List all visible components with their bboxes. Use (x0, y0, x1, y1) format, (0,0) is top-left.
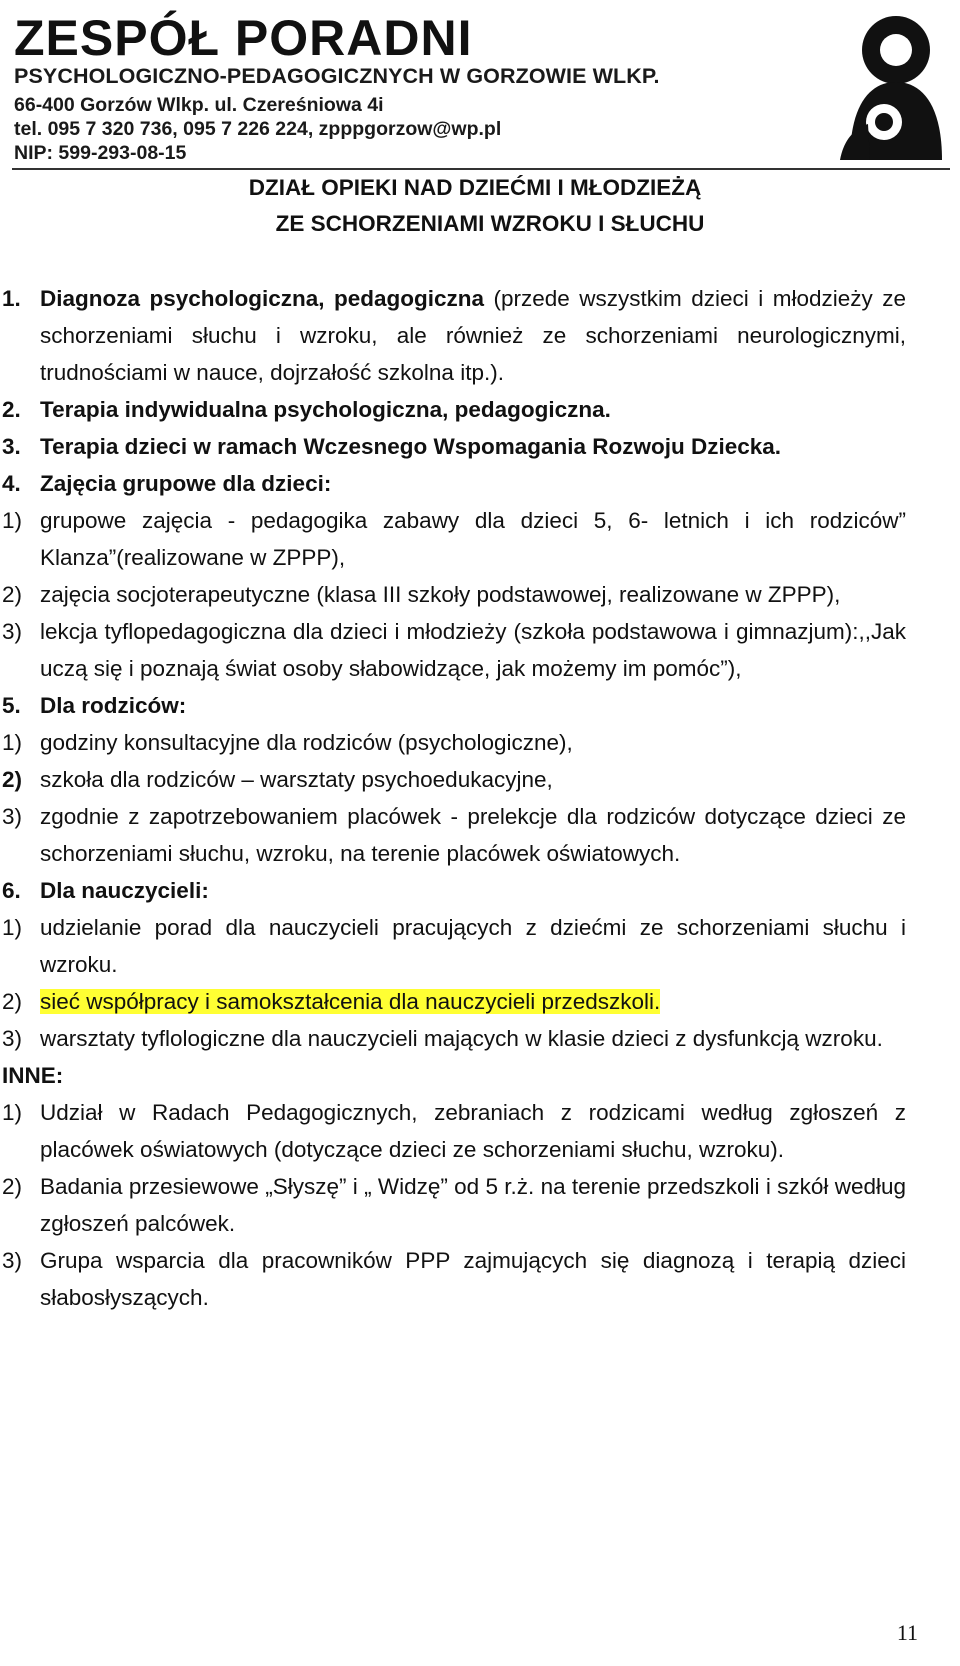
section-title-line2: ZE SCHORZENIAMI WZROKU I SŁUCHU (275, 211, 705, 236)
list-item-early-support (0, 428, 960, 465)
item-text: warsztaty tyflologiczne dla nauczycieli mających w klasie dzieci z dysfunkcją wzroku. (40, 1026, 883, 1051)
item-number: 2) (2, 1174, 23, 1199)
item-text: lekcja tyflopedagogiczna dla dzieci i młodzieży (szkoła podstawowa i gimnazjum):,,Jak uczą się i poznają świat osoby słabowidzące, jak możemy im pomóc”), (40, 619, 906, 681)
item-number: 3) (2, 804, 23, 829)
item-number: 1) (2, 730, 23, 755)
list-item-for-teachers (0, 872, 960, 909)
institution-name: ZESPÓŁ PORADNI (14, 10, 473, 66)
other-heading: INNE: (2, 1063, 64, 1088)
list-subitem (0, 1168, 960, 1242)
item-number: 4. (2, 471, 21, 496)
item-heading: Diagnoza psychologiczna, pedagogiczna (40, 286, 485, 311)
item-text: zajęcia socjoterapeutyczne (klasa III szkoły podstawowej, realizowane w ZPPP), (40, 582, 841, 607)
list-subitem (0, 1242, 960, 1316)
item-number: 1. (2, 286, 21, 311)
item-text: zgodnie z zapotrzebowaniem placówek - prelekcje dla rodziców dotyczące dzieci ze schorzeniami słuchu, wzroku, na terenie placówek oświatowych. (40, 804, 906, 866)
item-text: Badania przesiewowe „Słyszę” i „ Widzę” od 5 r.ż. na terenie przedszkoli i szkół według zgłoszeń palcówek. (40, 1174, 906, 1236)
item-text: udzielanie porad dla nauczycieli pracujących z dziećmi ze schorzeniami słuchu i wzroku. (40, 915, 906, 977)
list-subitem (0, 502, 960, 576)
item-text: Udział w Radach Pedagogicznych, zebraniach z rodzicami według zgłoszeń z placówek oświatowych (dotyczące dzieci ze schorzeniami słuchu, wzroku). (40, 1100, 906, 1162)
item-number: 3) (2, 1248, 23, 1273)
letterhead (10, 10, 950, 170)
item-text: Grupa wsparcia dla pracowników PPP zajmujących się diagnozą i terapią dzieci słabosłyszących. (40, 1248, 906, 1310)
item-number: 6. (2, 878, 21, 903)
item-number: 2) (2, 582, 23, 607)
item-text: godziny konsultacyjne dla rodziców (psychologiczne), (40, 730, 573, 755)
item-text: (przede wszystkim dzieci i młodzieży ze schorzeniami słuchu i wzroku, ale również ze schorzeniami neurologicznymi, trudnościami w nauce, dojrzałość szkolna itp.). (40, 286, 906, 385)
institution-address: 66-400 Gorzów Wlkp. ul. Czereśniowa 4i (14, 94, 384, 116)
institution-nip: NIP: 599-293-08-15 (14, 142, 187, 164)
institution-subtitle: PSYCHOLOGICZNO-PEDAGOGICZNYCH W GORZOWIE WLKP. (14, 64, 660, 88)
item-number: 1) (2, 508, 23, 533)
list-item-individual-therapy (0, 391, 960, 428)
document-body (0, 280, 960, 1316)
item-text: grupowe zajęcia - pedagogika zabawy dla dzieci 5, 6- letnich i ich rodziców” Klanza”(realizowane w ZPPP), (40, 508, 906, 570)
item-number: 2) (2, 767, 23, 792)
item-text: szkoła dla rodziców – warsztaty psychoedukacyjne, (40, 767, 553, 792)
item-number: 1) (2, 915, 23, 940)
list-subitem (0, 613, 960, 687)
item-number: 1) (2, 1100, 23, 1125)
page-number: 11 (896, 1620, 918, 1645)
item-number: 5. (2, 693, 21, 718)
list-item-for-parents (0, 687, 960, 724)
highlighted-text: sieć współpracy i samokształcenia dla nauczycieli przedszkoli. (40, 989, 661, 1014)
list-subitem (0, 1094, 960, 1168)
item-number: 3) (2, 1026, 23, 1051)
list-subitem (0, 909, 960, 983)
item-text: Zajęcia grupowe dla dzieci: (40, 471, 332, 496)
section-title-line1: DZIAŁ OPIEKI NAD DZIEĆMI I MŁODZIEŻĄ (248, 175, 702, 200)
list-subitem (0, 761, 960, 798)
item-number: 2. (2, 397, 21, 422)
list-item-group-classes (0, 465, 960, 502)
item-text: Dla rodziców: (40, 693, 187, 718)
list-item-diagnosis (0, 280, 960, 391)
item-text: Terapia indywidualna psychologiczna, pedagogiczna. (40, 397, 611, 422)
item-number: 2) (2, 989, 23, 1014)
list-subitem (0, 576, 960, 613)
list-subitem (0, 798, 960, 872)
item-text: Terapia dzieci w ramach Wczesnego Wspomagania Rozwoju Dziecka. (40, 434, 782, 459)
institution-contact: tel. 095 7 320 736, 095 7 226 224, zpppgorzow@wp.pl (14, 118, 502, 140)
institution-logo-icon (830, 10, 950, 160)
list-subitem (0, 983, 960, 1020)
item-number: 3. (2, 434, 21, 459)
list-subitem (0, 1020, 960, 1057)
item-number: 3) (2, 619, 23, 644)
item-text: Dla nauczycieli: (40, 878, 209, 903)
list-subitem (0, 724, 960, 761)
